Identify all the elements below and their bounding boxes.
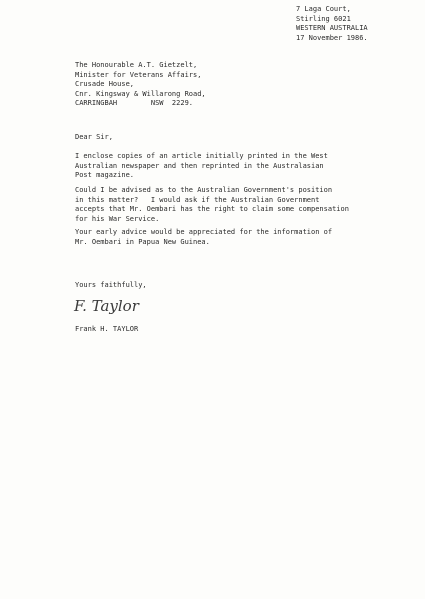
salutation: Dear Sir,: [75, 133, 113, 141]
signature-text: F. Taylor: [74, 297, 139, 315]
recipient-address: [75, 61, 206, 109]
recipient-line: The Honourable A.T. Gietzelt,: [75, 61, 198, 69]
body-line: for his War Service.: [75, 214, 160, 223]
sender-address-line: Stirling 6021: [296, 14, 351, 23]
recipient-line: Crusade House,: [75, 80, 135, 89]
signer-name: Frank H. TAYLOR: [75, 325, 139, 333]
recipient-line: Cnr. Kingsway & Willarong Road,: [75, 89, 206, 98]
body-line: Your early advice would be appreciated for the information of: [75, 228, 333, 236]
handwritten-signature: [72, 292, 162, 318]
body-line: Mr. Oembari in Papua New Guinea.: [75, 237, 210, 246]
body-paragraph-2: [75, 186, 349, 224]
recipient-line: CARRINGBAH NSW 2229.: [75, 99, 194, 108]
body-paragraph-1: [75, 152, 328, 181]
body-line: Post magazine.: [75, 171, 135, 180]
sender-address: [296, 5, 368, 43]
recipient-line: Minister for Veterans Affairs,: [75, 70, 202, 79]
body-paragraph-3: [75, 228, 332, 247]
body-line: I enclose copies of an article initially printed in the West: [75, 152, 328, 160]
closing: Yours faithfully,: [75, 281, 147, 289]
body-line: accepts that Mr. Oembari has the right to claim some compensation: [75, 205, 349, 214]
sender-address-line: 7 Laga Court,: [296, 5, 351, 13]
body-line: Australian newspaper and then reprinted in the Australasian: [75, 161, 324, 170]
sender-address-line: WESTERN AUSTRALIA: [296, 24, 368, 33]
letter-date: 17 November 1986.: [296, 33, 368, 42]
body-line: Could I be advised as to the Australian Government's position: [75, 186, 333, 194]
body-line: in this matter? I would ask if the Australian Government: [75, 195, 320, 204]
